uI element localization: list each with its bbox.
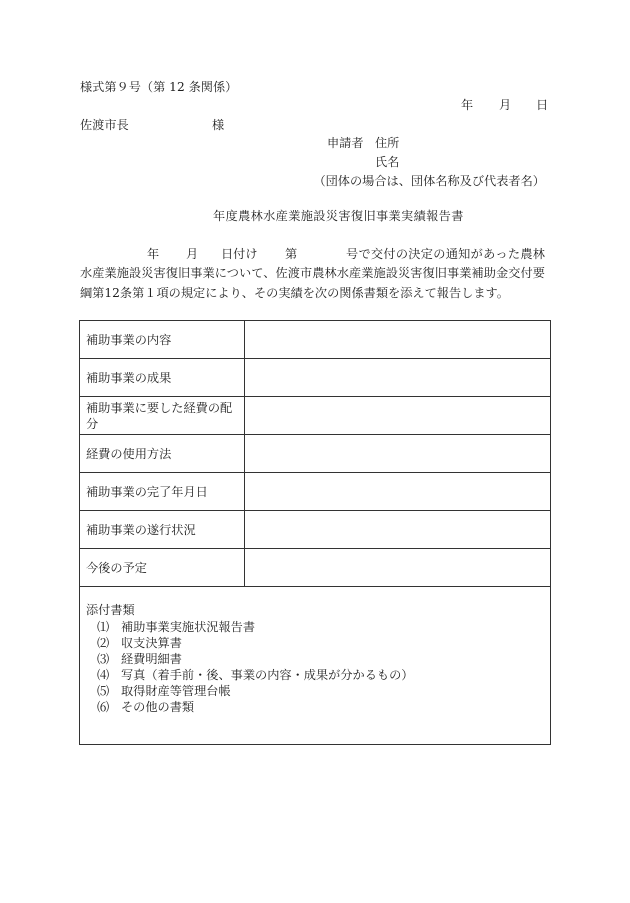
table-row [80, 473, 550, 511]
table-row [80, 435, 550, 473]
row-value-cell [245, 397, 550, 434]
attachment-text: その他の書類 [121, 700, 195, 714]
applicant-address-label: 住所 [375, 136, 400, 150]
table-row [80, 549, 550, 587]
row-label: 経費の使用方法 [86, 446, 172, 461]
row-value-cell [245, 321, 550, 358]
table-row [80, 321, 550, 359]
addressee-name: 佐渡市長 [80, 118, 129, 132]
attachment-item [86, 635, 544, 651]
attachment-item [86, 667, 544, 683]
row-label-cell [80, 549, 245, 586]
report-table [79, 320, 551, 745]
attachment-number: ⑵ [97, 636, 110, 650]
document-title: 年度農林水産業施設災害復旧事業実績報告書 [213, 209, 464, 223]
body-line-2: 水産業施設災害復旧事業について、佐渡市農林水産業施設災害復旧事業補助金交付要 [80, 266, 545, 280]
attachment-text: 写真（着手前・後、事業の内容・成果が分かるもの） [121, 668, 414, 682]
table-row [80, 511, 550, 549]
attachments-section [80, 587, 550, 744]
date-day-label: 日 [536, 98, 549, 112]
attachment-number: ⑸ [97, 684, 110, 698]
row-label: 補助事業の内容 [86, 332, 172, 347]
applicant-note: （団体の場合は、団体名称及び代表者名） [313, 174, 545, 188]
table-row [80, 397, 550, 435]
form-number: 様式第９号（第 12 条関係） [80, 80, 238, 94]
row-label: 補助事業の遂行状況 [86, 522, 196, 537]
row-label-cell [80, 321, 245, 358]
row-label: 補助事業の完了年月日 [86, 484, 208, 499]
applicant-label: 申請者 [327, 136, 364, 150]
attachment-item [86, 619, 544, 635]
row-label: 今後の予定 [86, 560, 147, 575]
table-row [80, 359, 550, 397]
attachment-number: ⑷ [97, 668, 110, 682]
attachment-item [86, 651, 544, 667]
attachments-heading: 添付書類 [86, 603, 135, 617]
attachment-text: 補助事業実施状況報告書 [121, 620, 256, 634]
attachment-number: ⑴ [97, 620, 110, 634]
row-value-cell [245, 511, 550, 548]
attachment-item [86, 683, 544, 699]
row-label-cell [80, 473, 245, 510]
row-value-cell [245, 549, 550, 586]
body-month-label: 月 [186, 247, 199, 261]
date-year-label: 年 [461, 98, 474, 112]
addressee-honorific: 様 [212, 118, 225, 132]
row-label: 補助事業の成果 [86, 370, 172, 385]
row-value-cell [245, 473, 550, 510]
body-number-prefix: 第 [285, 247, 298, 261]
row-label-cell [80, 397, 245, 434]
attachment-number: ⑶ [97, 652, 110, 666]
attachment-number: ⑹ [97, 700, 110, 714]
attachment-text: 収支決算書 [121, 636, 182, 650]
body-date-suffix: 日付け [221, 247, 258, 261]
body-line-3: 綱第12条第１項の規定により、その実績を次の関係書類を添えて報告します。 [80, 286, 509, 300]
attachment-text: 経費明細書 [121, 652, 182, 666]
row-label-cell [80, 435, 245, 472]
row-value-cell [245, 435, 550, 472]
row-label-cell [80, 359, 245, 396]
row-value-cell [245, 359, 550, 396]
body-line-1-text: 号で交付の決定の通知があった農林 [346, 247, 545, 261]
attachment-text: 取得財産等管理台帳 [121, 684, 231, 698]
row-label-cell [80, 511, 245, 548]
body-year-label: 年 [147, 247, 160, 261]
attachment-item [86, 699, 544, 715]
attachments-list [86, 619, 544, 715]
date-month-label: 月 [499, 98, 512, 112]
row-label: 補助事業に要した経費の配分 [86, 400, 233, 431]
applicant-name-label: 氏名 [375, 155, 400, 169]
